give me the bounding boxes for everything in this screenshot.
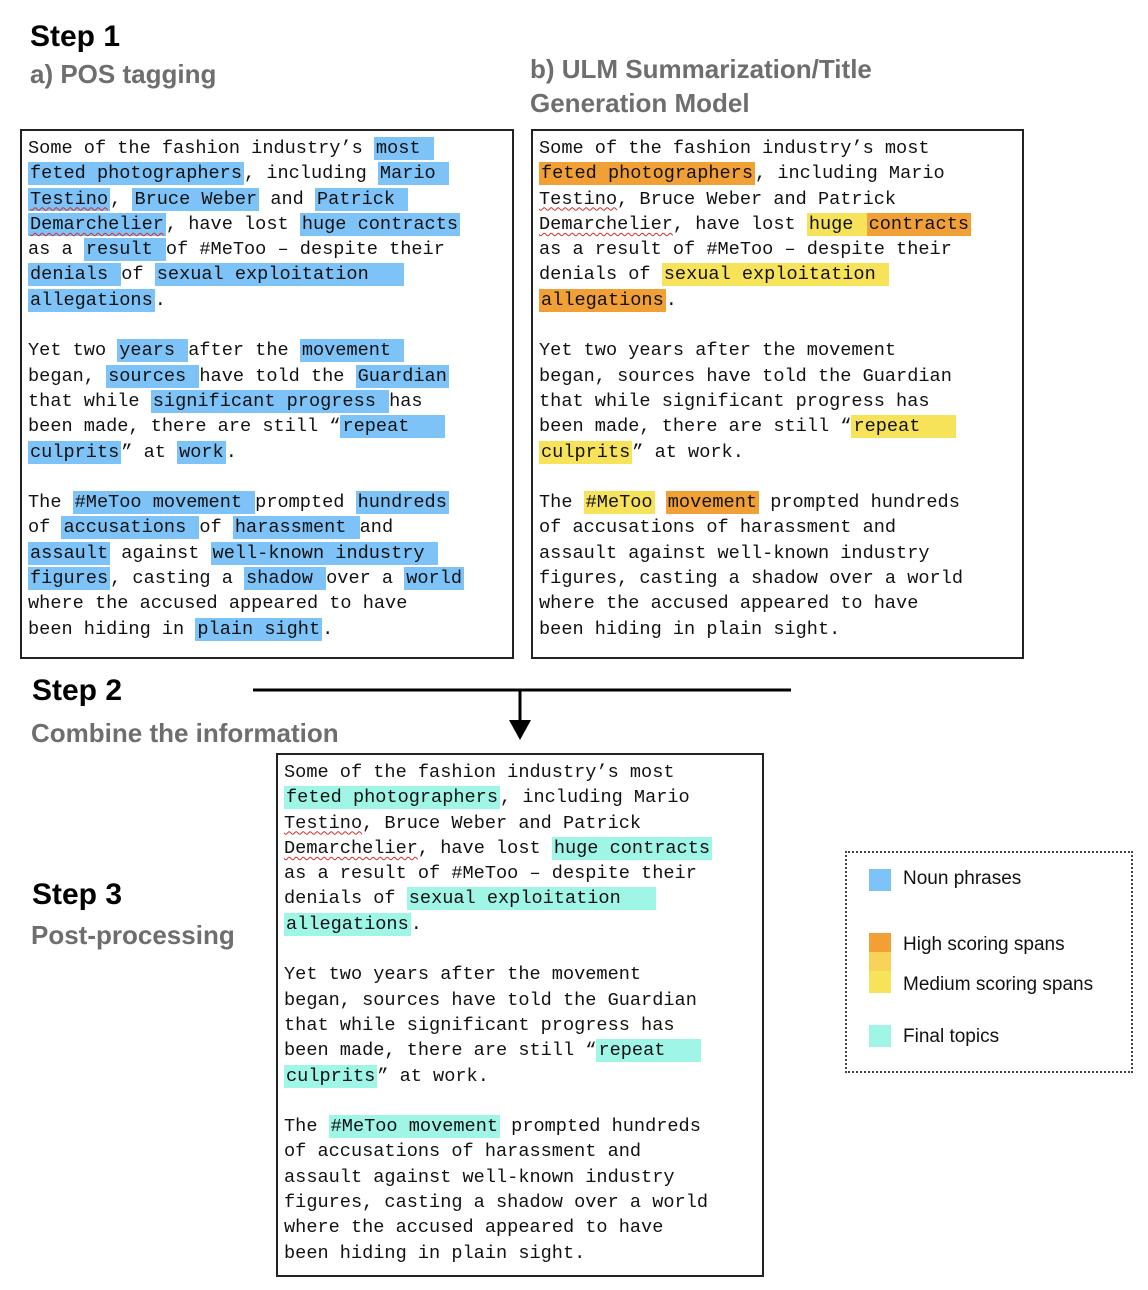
text-span: over a bbox=[326, 568, 405, 590]
text-span: figures, casting a shadow over a world bbox=[284, 1192, 709, 1214]
noun-phrase-span: result bbox=[85, 239, 164, 261]
text-line bbox=[28, 237, 506, 262]
text-line bbox=[539, 136, 1016, 161]
final-topic-span: #MeToo movement bbox=[330, 1116, 499, 1138]
text-span: as a result of #MeToo – despite their bbox=[539, 239, 952, 261]
text-line bbox=[539, 338, 1016, 363]
legend-final-topics: Final topics bbox=[903, 1026, 1000, 1047]
text-line bbox=[28, 161, 506, 186]
text-span: where the accused appeared to have bbox=[284, 1217, 664, 1239]
text-span: , including bbox=[244, 163, 378, 185]
text-line bbox=[28, 262, 506, 287]
combine-arrow bbox=[250, 680, 795, 750]
text-line bbox=[28, 414, 506, 439]
text-line bbox=[284, 1139, 756, 1164]
text-line bbox=[284, 760, 756, 785]
noun-phrase-swatch bbox=[869, 869, 891, 891]
text-line bbox=[284, 988, 756, 1013]
legend-noun-phrases: Noun phrases bbox=[903, 868, 1022, 889]
text-span: that while significant progress has bbox=[284, 1014, 675, 1036]
text-line bbox=[284, 785, 756, 810]
text-span: , Bruce Weber and Patrick bbox=[617, 188, 897, 210]
legend-medium-scoring: Medium scoring spans bbox=[903, 974, 1094, 995]
ulm-textbox bbox=[531, 129, 1024, 659]
text-line bbox=[284, 1038, 756, 1063]
text-span: of accusations of harassment and bbox=[284, 1141, 642, 1163]
text-span: Some of the fashion industry’s most bbox=[539, 138, 930, 159]
noun-phrase-span: most bbox=[375, 138, 432, 159]
paragraph-gap bbox=[284, 1089, 756, 1114]
noun-phrase-span: plain sight bbox=[197, 618, 321, 640]
text-span: against bbox=[110, 542, 211, 564]
arrow-head-icon bbox=[509, 720, 531, 740]
text-line bbox=[539, 364, 1016, 389]
text-span: The bbox=[28, 492, 73, 514]
noun-phrase-span: Guardian bbox=[357, 365, 447, 387]
text-line bbox=[284, 1064, 756, 1089]
noun-phrase-span: culprits bbox=[30, 441, 120, 463]
noun-phrase-span: allegations bbox=[30, 289, 153, 311]
text-span: have told the bbox=[199, 365, 356, 387]
text-line bbox=[539, 161, 1016, 186]
text-line bbox=[539, 262, 1016, 287]
text-span: assault against well-known industry bbox=[539, 542, 930, 564]
final-topic-span: huge contracts bbox=[553, 837, 711, 859]
text-span: , have lost bbox=[417, 837, 552, 859]
text-span: that while significant progress has bbox=[539, 390, 930, 412]
final-topic-swatch bbox=[869, 1025, 891, 1047]
text-line bbox=[284, 1215, 756, 1240]
text-line bbox=[284, 861, 756, 886]
high-scoring-span: feted photographers bbox=[541, 163, 754, 185]
text-line bbox=[539, 440, 1016, 465]
text-line bbox=[284, 1114, 756, 1139]
final-topic-span: sexual exploitation bbox=[408, 888, 655, 910]
final-topic-span: feted photographers bbox=[286, 787, 499, 809]
text-line bbox=[28, 187, 506, 212]
misspelled-word: Demarchelier bbox=[539, 213, 673, 235]
text-span: began, sources have told the Guardian bbox=[539, 365, 952, 387]
text-span: where the accused appeared to have bbox=[28, 593, 408, 615]
noun-phrase-span: denials bbox=[30, 264, 120, 286]
text-span: denials of bbox=[284, 888, 407, 910]
text-span: of bbox=[28, 517, 62, 539]
noun-phrase-span: feted photographers bbox=[30, 163, 243, 185]
noun-phrase-span: movement bbox=[301, 340, 403, 362]
text-line bbox=[28, 490, 506, 515]
text-span: , have lost bbox=[165, 213, 300, 235]
text-line bbox=[284, 912, 756, 937]
text-line bbox=[539, 591, 1016, 616]
noun-phrase-span: harassment bbox=[234, 517, 358, 539]
text-span: The bbox=[284, 1116, 329, 1138]
text-span: figures, casting a shadow over a world bbox=[539, 568, 964, 590]
noun-phrase-span: years bbox=[119, 340, 187, 362]
pos-tagging-textbox bbox=[20, 129, 514, 659]
text-line bbox=[284, 1165, 756, 1190]
misspelled-word: Demarchelier bbox=[284, 837, 418, 859]
text-line bbox=[539, 490, 1016, 515]
text-span: of accusations of harassment and bbox=[539, 517, 897, 539]
text-span: that while bbox=[28, 390, 151, 412]
text-span: , including Mario bbox=[755, 163, 945, 185]
text-line bbox=[284, 811, 756, 836]
text-span: been made, there are still “ bbox=[28, 416, 341, 438]
text-line bbox=[284, 886, 756, 911]
noun-phrase-span: hundreds bbox=[357, 492, 447, 514]
text-line bbox=[284, 1241, 756, 1266]
text-span: ” at bbox=[121, 441, 178, 463]
text-line bbox=[284, 836, 756, 861]
noun-phrase-span: Bruce Weber bbox=[134, 188, 258, 210]
text-span: , Bruce Weber and Patrick bbox=[362, 812, 642, 834]
legend bbox=[845, 851, 1133, 1073]
medium-scoring-span: huge bbox=[808, 213, 865, 235]
text-span: been hiding in bbox=[28, 618, 196, 640]
text-line bbox=[28, 515, 506, 540]
text-span: after the bbox=[188, 340, 300, 362]
text-line bbox=[28, 212, 506, 237]
text-span: where the accused appeared to have bbox=[539, 593, 919, 615]
step2-subtitle: Combine the information bbox=[31, 718, 339, 748]
step2-title: Step 2 bbox=[32, 674, 123, 707]
text-span: , casting a bbox=[110, 568, 245, 590]
text-span: and bbox=[259, 188, 315, 210]
noun-phrase-span: sexual exploitation bbox=[156, 264, 403, 286]
noun-phrase-span: #MeToo movement bbox=[74, 492, 254, 514]
text-span: , including Mario bbox=[500, 787, 690, 809]
paragraph-gap bbox=[28, 465, 506, 490]
text-line bbox=[28, 136, 506, 161]
misspelled-word: Testino bbox=[284, 812, 363, 834]
text-span: Some of the fashion industry’s bbox=[28, 138, 374, 159]
step1-title: Step 1 bbox=[30, 20, 121, 53]
text-line bbox=[539, 389, 1016, 414]
text-line bbox=[539, 212, 1016, 237]
text-line bbox=[28, 338, 506, 363]
text-span: , have lost bbox=[672, 213, 807, 235]
text-span: . bbox=[225, 441, 237, 463]
high-scoring-span: contracts bbox=[868, 213, 970, 235]
paragraph-gap bbox=[28, 313, 506, 338]
step3-subtitle: Post-processing bbox=[31, 920, 235, 950]
text-span: Yet two years after the movement bbox=[284, 964, 642, 986]
text-line bbox=[539, 414, 1016, 439]
text-span: . bbox=[154, 289, 166, 311]
high-scoring-span: allegations bbox=[541, 289, 664, 311]
text-span: assault against well-known industry bbox=[284, 1166, 675, 1188]
ulm-label-line1: b) ULM Summarization/Title bbox=[530, 54, 872, 84]
text-span bbox=[655, 492, 666, 513]
text-span: been made, there are still “ bbox=[284, 1040, 597, 1062]
text-span: as a result of #MeToo – despite their bbox=[284, 863, 697, 885]
text-span: began, bbox=[28, 365, 107, 387]
noun-phrase-span: world bbox=[406, 568, 463, 590]
text-line bbox=[539, 237, 1016, 262]
text-line bbox=[28, 566, 506, 591]
noun-phrase-span: Mario bbox=[379, 163, 447, 185]
medium-scoring-span: #MeToo bbox=[585, 492, 653, 514]
medium-scoring-swatch bbox=[869, 971, 891, 993]
text-line bbox=[284, 962, 756, 987]
text-span: Some of the fashion industry’s most bbox=[284, 762, 675, 783]
text-line bbox=[28, 440, 506, 465]
text-span: The bbox=[539, 492, 584, 514]
noun-phrase-span: shadow bbox=[246, 568, 325, 590]
text-line bbox=[284, 1013, 756, 1038]
noun-phrase-span: accusations bbox=[63, 517, 198, 539]
text-span: and bbox=[359, 517, 394, 539]
text-line bbox=[28, 617, 506, 642]
legend-high-scoring: High scoring spans bbox=[903, 934, 1065, 955]
text-line bbox=[539, 288, 1016, 313]
text-line bbox=[28, 288, 506, 313]
text-span: been hiding in plain sight. bbox=[539, 618, 841, 640]
step3-title: Step 3 bbox=[32, 878, 123, 911]
text-line bbox=[539, 617, 1016, 642]
text-line bbox=[539, 541, 1016, 566]
noun-phrase-span: Demarchelier bbox=[30, 213, 164, 235]
text-line bbox=[539, 187, 1016, 212]
text-span: been made, there are still “ bbox=[539, 416, 852, 438]
noun-phrase-span: repeat bbox=[342, 416, 443, 438]
text-line bbox=[28, 389, 506, 414]
paragraph-gap bbox=[539, 465, 1016, 490]
final-topic-span: culprits bbox=[286, 1065, 376, 1087]
text-span: . bbox=[322, 618, 334, 640]
text-span: of bbox=[121, 264, 155, 286]
text-span: ” at work. bbox=[377, 1065, 489, 1087]
noun-phrase-span: Testino bbox=[30, 188, 109, 210]
noun-phrase-span: huge contracts bbox=[301, 213, 459, 235]
text-line bbox=[284, 1190, 756, 1215]
text-span: has bbox=[389, 390, 423, 412]
text-span: of #MeToo – despite their bbox=[165, 239, 445, 261]
text-line bbox=[539, 566, 1016, 591]
text-span: of bbox=[199, 517, 233, 539]
pos-tagging-label: a) POS tagging bbox=[30, 59, 217, 89]
noun-phrase-span: work bbox=[179, 441, 224, 463]
text-span: denials of bbox=[539, 264, 662, 286]
high-scoring-swatch bbox=[869, 933, 891, 952]
final-topic-span: repeat bbox=[598, 1040, 699, 1062]
noun-phrase-span: well-known industry bbox=[212, 542, 436, 564]
text-span: prompted bbox=[255, 492, 356, 514]
final-topic-span: allegations bbox=[286, 913, 409, 935]
text-span: Yet two years after the movement bbox=[539, 340, 897, 362]
text-span: . bbox=[665, 289, 677, 311]
text-line bbox=[28, 364, 506, 389]
noun-phrase-span: assault bbox=[30, 542, 109, 564]
text-span: ” at work. bbox=[632, 441, 744, 463]
high-scoring-span: movement bbox=[667, 492, 758, 514]
text-line bbox=[28, 541, 506, 566]
noun-phrase-span: significant progress bbox=[152, 390, 388, 412]
text-span: been hiding in plain sight. bbox=[284, 1242, 586, 1264]
noun-phrase-span: figures bbox=[30, 568, 109, 590]
medium-scoring-span: culprits bbox=[541, 441, 631, 463]
text-span: Yet two bbox=[28, 340, 118, 362]
text-span: as a bbox=[28, 239, 84, 261]
misspelled-word: Testino bbox=[539, 188, 618, 210]
text-span: prompted hundreds bbox=[500, 1116, 701, 1138]
text-span: . bbox=[410, 913, 422, 935]
text-span: began, sources have told the Guardian bbox=[284, 989, 697, 1011]
ulm-label-line2: Generation Model bbox=[530, 88, 750, 118]
final-topics-textbox bbox=[276, 753, 764, 1277]
mid-gradient-swatch bbox=[869, 952, 891, 971]
text-span: , bbox=[110, 188, 133, 210]
text-line bbox=[539, 515, 1016, 540]
medium-scoring-span: repeat bbox=[853, 416, 954, 438]
paragraph-gap bbox=[284, 937, 756, 962]
noun-phrase-span: Patrick bbox=[316, 188, 407, 210]
medium-scoring-span: sexual exploitation bbox=[663, 264, 887, 286]
text-line bbox=[28, 591, 506, 616]
text-span: prompted hundreds bbox=[759, 492, 960, 514]
paragraph-gap bbox=[539, 313, 1016, 338]
noun-phrase-span: sources bbox=[108, 365, 198, 387]
